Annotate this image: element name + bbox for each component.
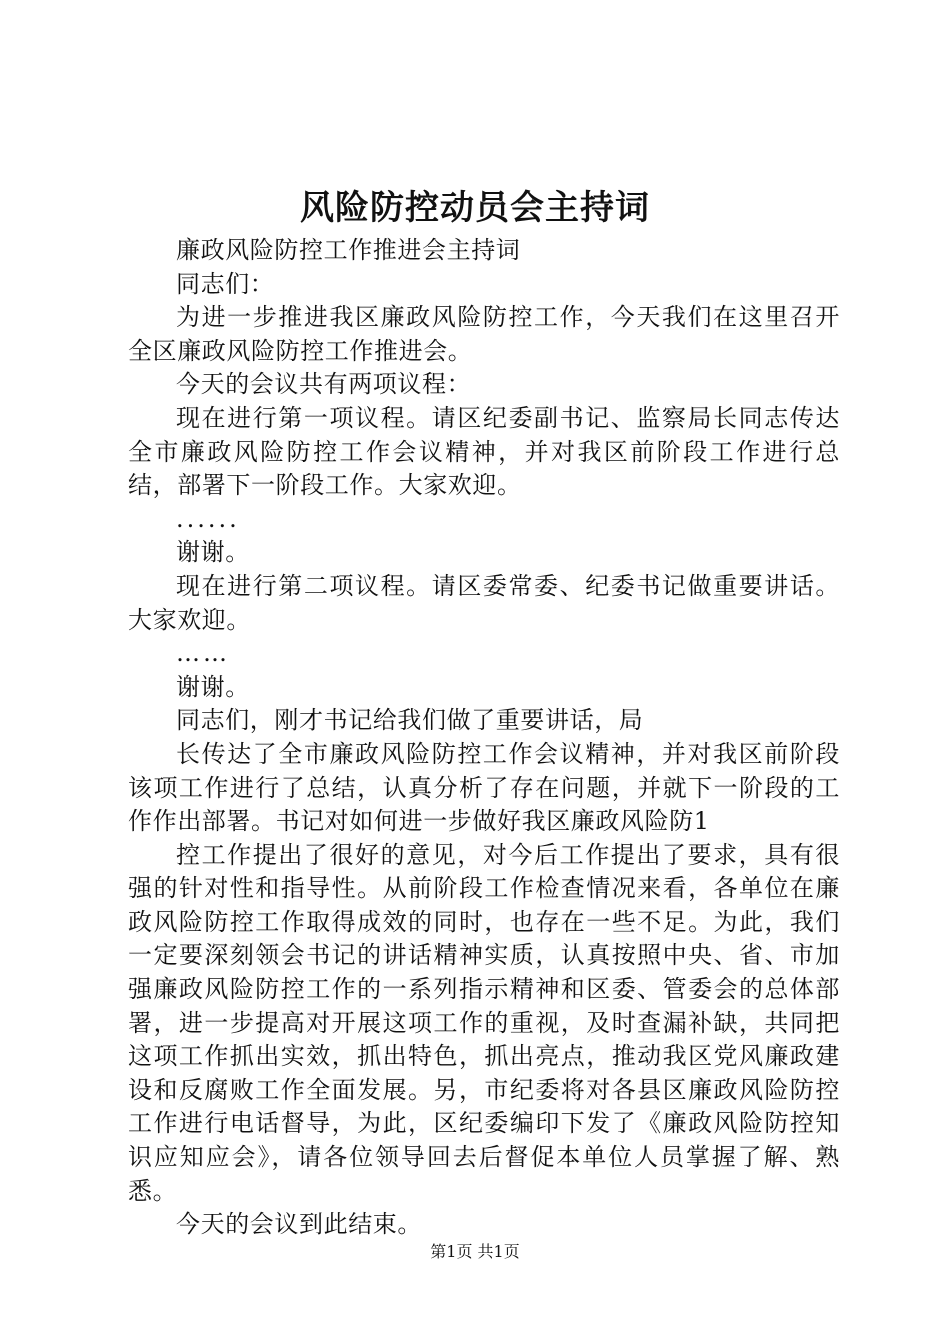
paragraph-ellipsis-two: …… [176, 639, 230, 668]
paragraph-summary-middle: 长传达了全市廉政风险防控工作会议精神，并对我区前阶段该项工作进行了总结，认真分析了存在问题，并就下一阶段的工作作出部署。书记对如何进一步做好我区廉政风险防1 [128, 739, 840, 836]
page-footer: 第1页 共1页 [430, 1242, 520, 1261]
paragraph-ellipsis-one: ...... [176, 504, 240, 533]
paragraph-item-one: 现在进行第一项议程。请区纪委副书记、监察局长同志传达全市廉政风险防控工作会议精神，并对我区前阶段工作进行总结，部署下一阶段工作。大家欢迎。 [128, 403, 840, 500]
paragraph-greeting: 同志们： [176, 269, 275, 298]
paragraph-intro: 为进一步推进我区廉政风险防控工作，今天我们在这里召开全区廉政风险防控工作推进会。 [128, 303, 840, 365]
paragraph-thanks-one: 谢谢。 [176, 538, 250, 567]
paragraph-agenda: 今天的会议共有两项议程： [176, 370, 472, 399]
paragraph-summary-start: 同志们，刚才书记给我们做了重要讲话，局 [176, 706, 644, 735]
document-body [128, 234, 840, 1242]
paragraph-item-two: 现在进行第二项议程。请区委常委、纪委书记做重要讲话。大家欢迎。 [128, 571, 840, 634]
paragraph-subtitle: 廉政风险防控工作推进会主持词 [176, 236, 521, 264]
paragraph-summary-end: 控工作提出了很好的意见，对今后工作提出了要求，具有很强的针对性和指导性。从前阶段工作检查情况来看，各单位在廉政风险防控工作取得成效的同时，也存在一些不足。为此，我们一定要深刻领会书记的讲话精神实质，认真按照中央、省、市加强廉政风险防控工作的一系列指示精神和区委、管委会的总体部署，进一步提高对开展这项工作的重视，及时查漏补缺，共同把这项工作抓出实效，抓出特色，抓出亮点，推动我区党风廉政建设和反腐败工作全面发展。另，市纪委将对各县区廉政风险防控工作进行电话督导，为此，区纪委编印下发了《廉政风险防控知识应知应会》，请各位领导回去后督促本单位人员掌握了解、熟悉。 [128, 840, 840, 1205]
paragraph-closing: 今天的会议到此结束。 [176, 1210, 422, 1239]
paragraph-thanks-two: 谢谢。 [176, 672, 250, 701]
document-title: 风险防控动员会主持词 [300, 188, 650, 228]
